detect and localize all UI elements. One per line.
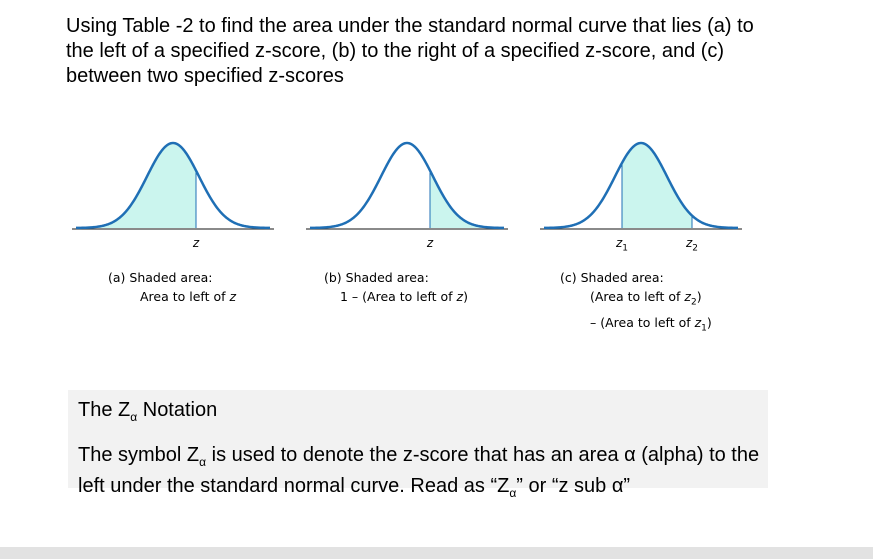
z-alpha-notation-box <box>68 390 768 500</box>
caption-c-var3: z <box>694 314 702 330</box>
caption-c-sub2: 2 <box>690 297 697 308</box>
caption-c-end3: ) <box>706 314 712 330</box>
shaded-region-left <box>76 143 196 228</box>
bottom-scroll-bar[interactable] <box>0 547 873 559</box>
caption-c-text2: (Area to left of <box>590 289 685 304</box>
caption-a-line2 <box>108 287 236 306</box>
caption-c-end2: ) <box>696 289 702 304</box>
notation-title-pre: The Z <box>78 399 131 421</box>
notation-body-3: ” or “z sub α” <box>516 475 631 497</box>
notation-title-sub: α <box>130 410 138 424</box>
figure-between-area <box>536 128 776 333</box>
normal-curve <box>310 143 504 228</box>
z2-sub: 2 <box>692 243 699 254</box>
caption-a <box>108 268 236 306</box>
caption-c-var2: z <box>684 289 691 304</box>
notation-body-1: The symbol Z <box>78 444 200 466</box>
caption-c-text3: – (Area to left of <box>590 314 695 330</box>
notation-title-post: Notation <box>137 399 218 421</box>
normal-curve-right-shaded <box>302 128 512 236</box>
z1-var: z <box>615 236 623 250</box>
caption-b-var: z <box>456 289 464 304</box>
normal-curve-left-shaded <box>68 128 278 236</box>
notation-body-sub2: α <box>509 486 517 500</box>
caption-c-line3 <box>560 313 712 339</box>
z-label: z <box>192 236 200 250</box>
caption-a-line1: (a) Shaded area: <box>108 270 213 285</box>
notation-body-2: is used to denote the z-score that has an area α (alpha) to the left under the standard normal curve. Read as “Z <box>78 444 760 497</box>
figure-left-area <box>68 128 308 328</box>
z2-label <box>686 236 698 253</box>
caption-a-var: z <box>229 289 237 304</box>
notation-body <box>78 443 768 505</box>
figure-right-area <box>302 128 542 328</box>
caption-b <box>324 268 468 306</box>
shaded-region-right <box>430 171 504 228</box>
z2-var: z <box>685 236 693 250</box>
caption-b-line1: (b) Shaded area: <box>324 270 429 285</box>
notation-body-sub1: α <box>199 455 207 469</box>
z1-label <box>616 236 628 253</box>
caption-a-text: Area to left of <box>140 289 230 304</box>
caption-c <box>560 268 712 338</box>
caption-c-line1: (c) Shaded area: <box>560 270 664 285</box>
caption-b-line2 <box>324 287 468 306</box>
z-label: z <box>426 236 434 250</box>
normal-curve-between-shaded <box>536 128 746 236</box>
notation-title <box>78 398 217 429</box>
caption-c-line2 <box>560 287 712 313</box>
caption-c-sub3: 1 <box>701 323 707 333</box>
caption-b-text: 1 – (Area to left of <box>340 289 457 304</box>
caption-b-end: ) <box>463 289 468 304</box>
z1-sub: 1 <box>622 243 629 254</box>
heading: Using Table -2 to find the area under the standard normal curve that lies (a) to the left of a specified z-score, (b) to the right of a specified z-score, and (c) between two specified z-scores <box>66 15 754 87</box>
